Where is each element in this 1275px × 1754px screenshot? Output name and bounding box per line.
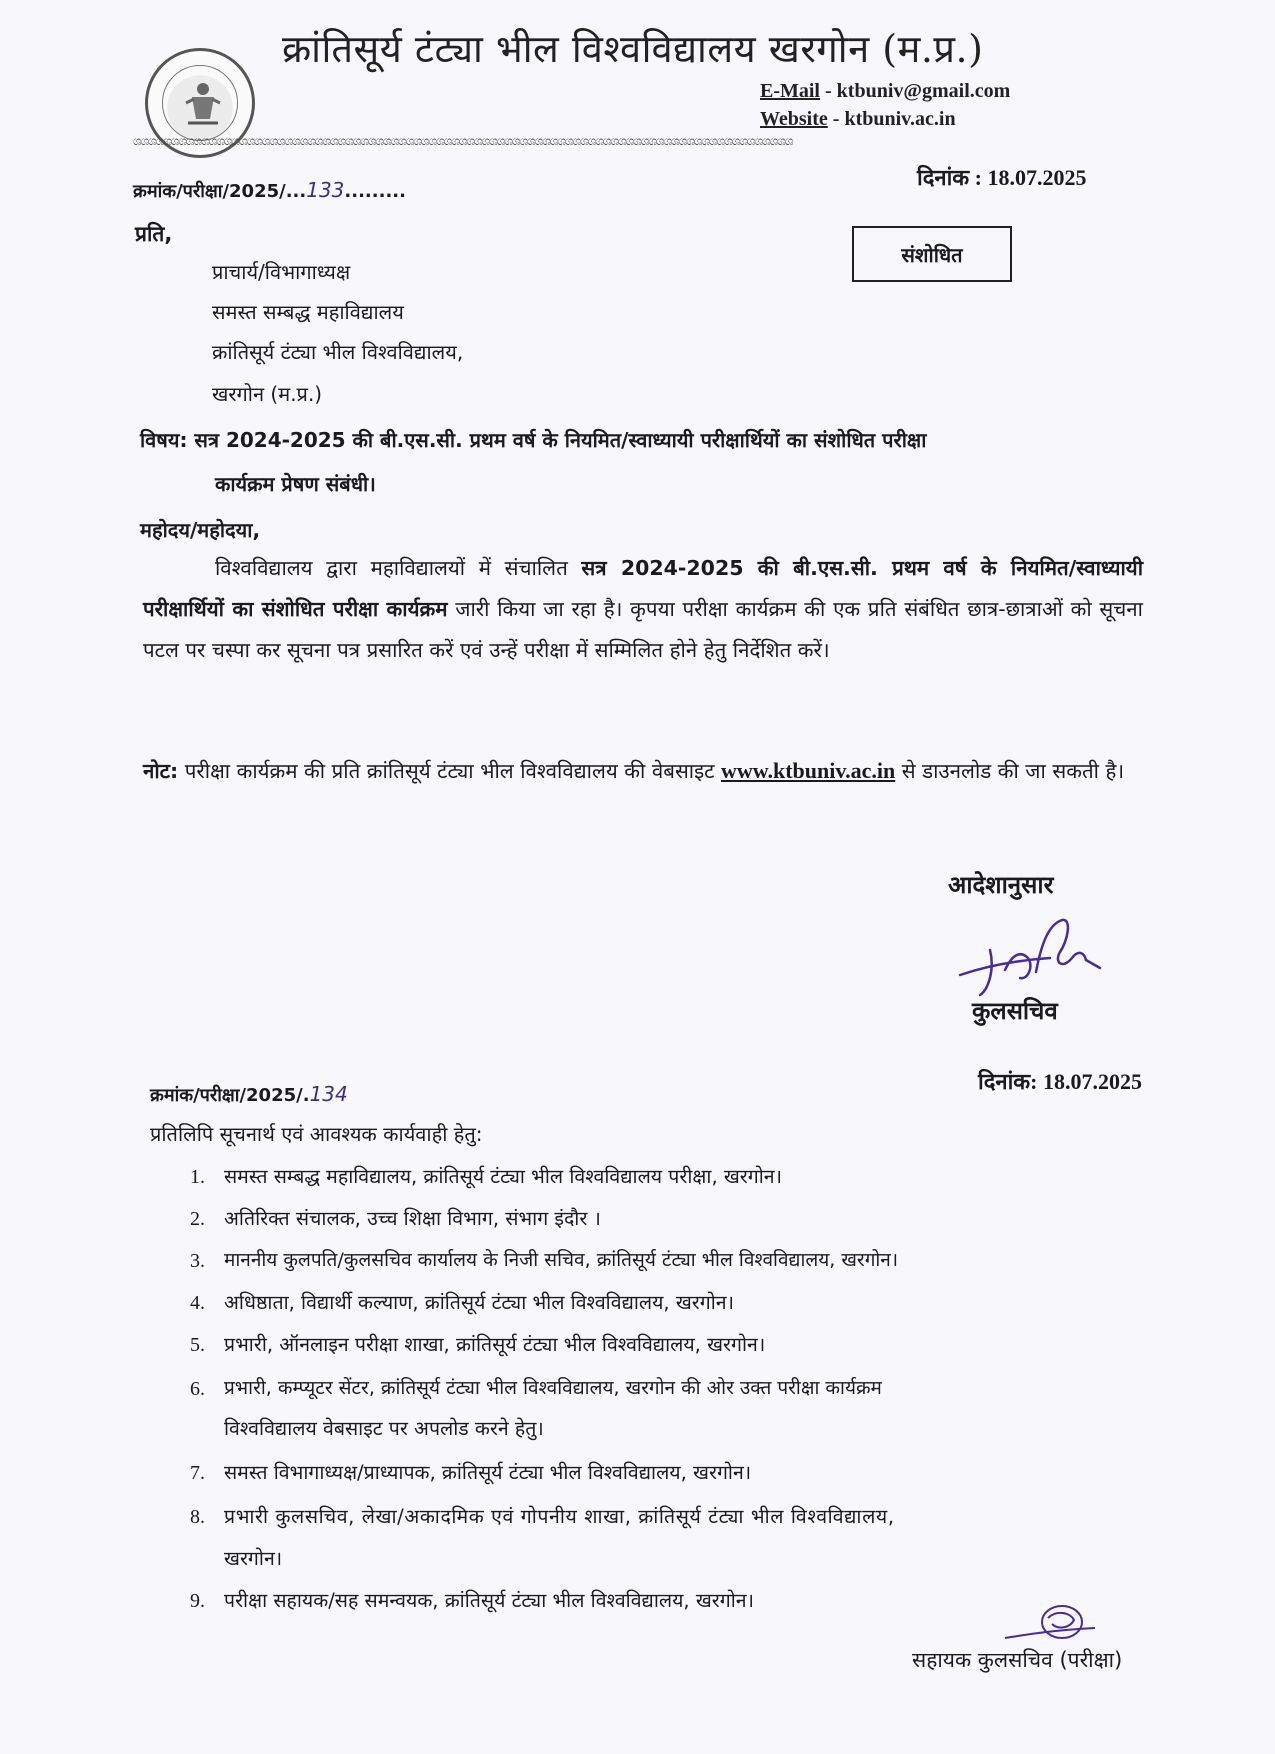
copy-ref-prefix: क्रमांक/परीक्षा/2025/. [150, 1085, 310, 1106]
list-item: परीक्षा सहायक/सह समन्वयक, क्रांतिसूर्य टंट्या भील विश्वविद्यालय, खरगोन। [224, 1589, 754, 1612]
list-number: 3. [190, 1250, 205, 1272]
para-start: विश्वविद्यालय द्वारा महाविद्यालयों में संचालित [215, 556, 582, 580]
ref-suffix: ......... [344, 181, 406, 202]
para-bold: सत्र 2024-2025 की बी.एस.सी. प्रथम वर्ष के नियमित/स्वाध्यायी परीक्षार्थियों का संशोधित परीक्षा कार्यक्रम [143, 556, 1144, 621]
list-number: 6. [190, 1378, 205, 1400]
show-through-text [112, 1284, 170, 1300]
list-item: माननीय कुलपति/कुलसचिव कार्यालय के निजी सचिव, क्रांतिसूर्य टंट्या भील विश्वविद्यालय, खरगोन। [224, 1249, 899, 1271]
list-item: प्रभारी कुलसचिव, लेखा/अकादमिक एवं गोपनीय शाखा, क्रांतिसूर्य टंट्या भील विश्वविद्यालय, [224, 1505, 895, 1528]
signatory-title: कुलसचिव [972, 997, 1058, 1025]
copy-heading: प्रतिलिपि सूचनार्थ एवं आवश्यक कार्यवाही हेतु: [150, 1122, 483, 1146]
para-end: जारी किया जा रहा है। कृपया परीक्षा कार्यक्रम की एक प्रति संबंधित छात्र-छात्राओं को सूचना पटल पर चस्पा कर सूचना पत्र प्रसारित करें एवं उन्हें परीक्षा में सम्मिलित होने हेतु निर्देशित करें। [143, 597, 1143, 662]
list-number: 1. [190, 1166, 205, 1188]
main-paragraph [143, 548, 1143, 671]
copy-ref-handwritten-number: 134 [309, 1082, 348, 1106]
copy-reference-number [150, 1082, 348, 1107]
list-item: अतिरिक्त संचालक, उच्च शिक्षा विभाग, संभाग इंदौर । [224, 1207, 601, 1230]
email-label: E-Mail [760, 80, 820, 102]
list-number: 4. [190, 1292, 205, 1314]
salutation: महोदय/महोदया, [140, 518, 261, 542]
prati: प्रति, [135, 222, 173, 246]
list-item-continuation: खरगोन। [224, 1547, 283, 1570]
email-line [760, 80, 1010, 103]
email-value: - ktbuniv@gmail.com [825, 80, 1011, 102]
subject-line-2: कार्यक्रम प्रेषण संबंधी। [215, 472, 376, 496]
copy-date: दिनांक: 18.07.2025 [978, 1069, 1143, 1094]
letter-date: दिनांक : 18.07.2025 [917, 165, 1087, 190]
revised-stamp: संशोधित [852, 226, 1012, 282]
decorative-border: ශශශශශශශශශශශශශශශශශශශශශශශශශශශශශශශශශශශශශශශශශශශශශශශශශශශශශශශශශශශශශශශශශශශශශශශශශශශශශශශශශශශශශශශ [133, 134, 793, 148]
website-line [760, 108, 956, 131]
recipient-line-1: प्राचार्य/विभागाध्यक्ष [212, 260, 351, 284]
list-item: समस्त सम्बद्ध महाविद्यालय, क्रांतिसूर्य टंट्या भील विश्वविद्यालय परीक्षा, खरगोन। [224, 1165, 783, 1188]
note-text: परीक्षा कार्यक्रम की प्रति क्रांतिसूर्य टंट्या भील विश्वविद्यालय की वेबसाइट [178, 759, 722, 783]
note-paragraph [143, 750, 1143, 792]
note-label: नोट: [143, 759, 179, 783]
list-item: अधिष्ठाता, विद्यार्थी कल्याण, क्रांतिसूर्य टंट्या भील विश्वविद्यालय, खरगोन। [224, 1291, 734, 1314]
assistant-registrar-title: सहायक कुलसचिव (परीक्षा) [912, 1648, 1123, 1672]
ref-prefix: क्रमांक/परीक्षा/2025/... [133, 181, 307, 202]
list-number: 7. [190, 1462, 205, 1484]
list-number: 5. [190, 1334, 205, 1356]
recipient-line-4: खरगोन (म.प्र.) [212, 382, 323, 406]
order-text: आदेशानुसार [948, 871, 1054, 899]
list-item-continuation: विश्वविद्यालय वेबसाइट पर अपलोड करने हेतु। [224, 1417, 544, 1440]
website-label: Website [760, 108, 828, 130]
list-item: प्रभारी, कम्प्यूटर सेंटर, क्रांतिसूर्य टंट्या भील विश्वविद्यालय, खरगोन की ओर उक्त परीक्षा कार्यक्रम [224, 1377, 882, 1399]
subject-line-1: विषय: सत्र 2024-2025 की बी.एस.सी. प्रथम वर्ष के नियमित/स्वाध्यायी परीक्षार्थियों का संशोधित परीक्षा [140, 428, 927, 452]
website-link[interactable]: www.ktbuniv.ac.in [721, 758, 896, 783]
website-value: - ktbuniv.ac.in [832, 108, 956, 130]
university-name: क्रांतिसूर्य टंट्या भील विश्वविद्यालय खरगोन (म.प्र.) [282, 27, 984, 71]
list-number: 9. [190, 1590, 205, 1612]
list-number: 2. [190, 1208, 205, 1230]
list-number: 8. [190, 1506, 205, 1528]
ref-handwritten-number: 133 [306, 178, 345, 202]
reference-number [133, 178, 406, 203]
recipient-line-3: क्रांतिसूर्य टंट्या भील विश्वविद्यालय, [212, 340, 464, 364]
assistant-registrar-signature [1000, 1600, 1100, 1648]
list-item: समस्त विभागाध्यक्ष/प्राध्यापक, क्रांतिसूर्य टंट्या भील विश्वविद्यालय, खरगोन। [224, 1461, 752, 1484]
list-item: प्रभारी, ऑनलाइन परीक्षा शाखा, क्रांतिसूर्य टंट्या भील विश्वविद्यालय, खरगोन। [224, 1333, 766, 1356]
note-text-2: से डाउनलोड की जा सकती है। [895, 759, 1125, 783]
recipient-line-2: समस्त सम्बद्ध महाविद्यालय [212, 300, 404, 324]
